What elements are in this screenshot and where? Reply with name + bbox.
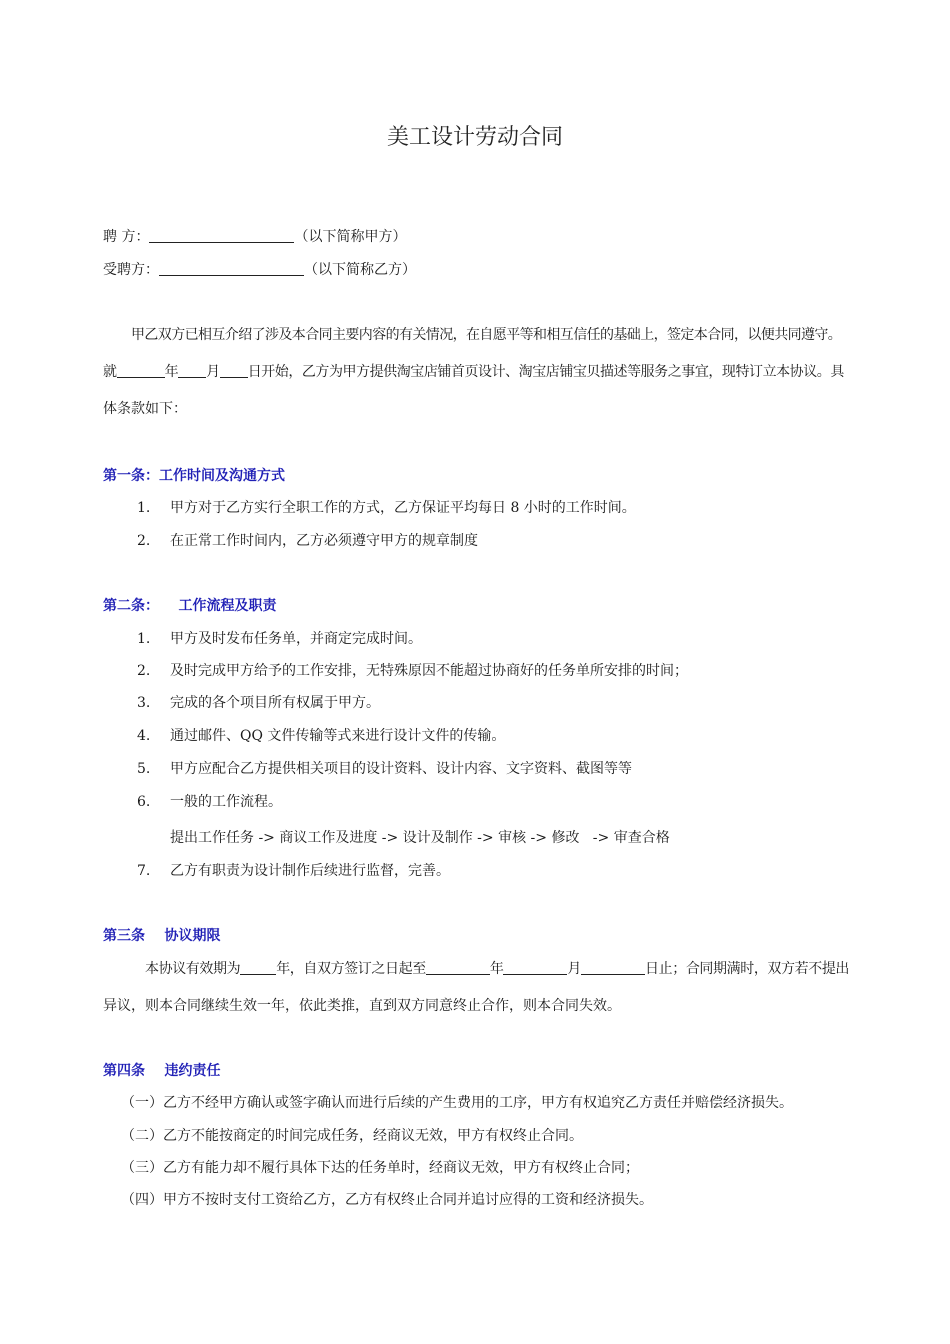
employer-blank: [149, 228, 294, 243]
list-item: [137, 860, 450, 880]
item-text: 甲方应配合乙方提供相关项目的设计资料、设计内容、文字资料、截图等等: [170, 761, 632, 777]
term-years-blank: [240, 960, 276, 975]
list-item: [137, 660, 688, 680]
item-text: 完成的各个项目所有权属于甲方。: [170, 695, 380, 711]
document-title: 美工设计劳动合同: [386, 125, 563, 150]
employee-note: （以下简称乙方）: [304, 262, 416, 278]
term-text: 年: [489, 961, 504, 977]
list-item: [137, 692, 380, 712]
intro-text: 年: [164, 364, 179, 380]
item-number: 2.: [137, 533, 151, 549]
end-day-blank: [581, 960, 645, 975]
item-text: 及时完成甲方给予的工作安排，无特殊原因不能超过协商好的任务单所安排的时间；: [170, 663, 688, 679]
employer-label: 聘 方：: [103, 229, 150, 245]
term-text: 日止；合同期满时，双方若不提出: [645, 961, 850, 977]
liability-item: （一）乙方不经甲方确认或签字确认而进行后续的产生费用的工序，甲方有权追究乙方责任并赔偿经济损失。: [121, 1095, 793, 1111]
end-year-blank: [426, 960, 490, 975]
start-day-blank: [220, 363, 248, 378]
term-text: 月: [567, 961, 582, 977]
list-item: [137, 497, 636, 517]
liability-item: （四）甲方不按时支付工资给乙方，乙方有权终止合同并追讨应得的工资和经济损失。: [121, 1192, 653, 1208]
liability-item: （二）乙方不能按商定的时间完成任务，经商议无效，甲方有权终止合同。: [121, 1128, 583, 1144]
intro-line-1: 甲乙双方已相互介绍了涉及本合同主要内容的有关情况，在自愿平等和相互信任的基础上，签定本合同，以便共同遵守。: [131, 327, 842, 343]
employer-line: [103, 226, 406, 246]
section3-heading: 第三条 协议期限: [103, 928, 221, 944]
term-text: 年，自双方签订之日起至: [276, 961, 426, 977]
item-number: 4.: [137, 728, 151, 744]
employee-blank: [159, 261, 304, 276]
term-text: 本协议有效期为: [145, 961, 241, 977]
section2-heading: 第二条： 工作流程及职责: [103, 598, 277, 614]
term-line-2: 异议，则本合同继续生效一年，依此类推，直到双方同意终止合作，则本合同失效。: [103, 998, 621, 1014]
start-month-blank: [178, 363, 206, 378]
intro-text: 日开始，乙方为甲方提供淘宝店铺首页设计、淘宝店铺宝贝描述等服务之事宜，现特订立本协议。具: [247, 364, 844, 380]
item-text: 在正常工作时间内，乙方必须遵守甲方的规章制度: [170, 533, 478, 549]
start-year-blank: [117, 363, 165, 378]
employee-label: 受聘方：: [103, 262, 159, 278]
item-number: 6.: [137, 794, 151, 810]
item-number: 1.: [137, 631, 151, 647]
section4-heading: 第四条 违约责任: [103, 1063, 221, 1079]
list-item: [137, 530, 478, 550]
item-text: 乙方有职责为设计制作后续进行监督，完善。: [170, 863, 450, 879]
term-line-1: [103, 958, 863, 978]
item-number: 2.: [137, 663, 151, 679]
intro-line-3: 体条款如下：: [103, 401, 187, 417]
list-item: [137, 758, 632, 778]
list-item: [137, 791, 282, 811]
section1-heading: 第一条：工作时间及沟通方式: [103, 468, 285, 484]
intro-text: 就: [103, 364, 117, 380]
employee-line: [103, 259, 416, 279]
intro-text: 月: [206, 364, 220, 380]
list-item: [137, 725, 505, 745]
workflow-line: 提出工作任务 -> 商议工作及进度 -> 设计及制作 -> 审核 -> 修改 -> 审查合格: [170, 830, 670, 846]
employer-note: （以下简称甲方）: [294, 229, 407, 245]
item-text: 通过邮件、QQ 文件传输等式来进行设计文件的传输。: [170, 728, 506, 744]
item-text: 一般的工作流程。: [170, 794, 282, 810]
item-number: 3.: [137, 695, 151, 711]
end-month-blank: [503, 960, 567, 975]
list-item: [137, 628, 422, 648]
item-text: 甲方及时发布任务单，并商定完成时间。: [170, 631, 422, 647]
item-number: 7.: [137, 863, 151, 879]
item-text: 甲方对于乙方实行全职工作的方式，乙方保证平均每日 8 小时的工作时间。: [170, 500, 636, 516]
item-number: 1.: [137, 500, 151, 516]
liability-item: （三）乙方有能力却不履行具体下达的任务单时，经商议无效，甲方有权终止合同；: [121, 1160, 639, 1176]
intro-line-2: [103, 361, 863, 381]
item-number: 5.: [137, 761, 151, 777]
